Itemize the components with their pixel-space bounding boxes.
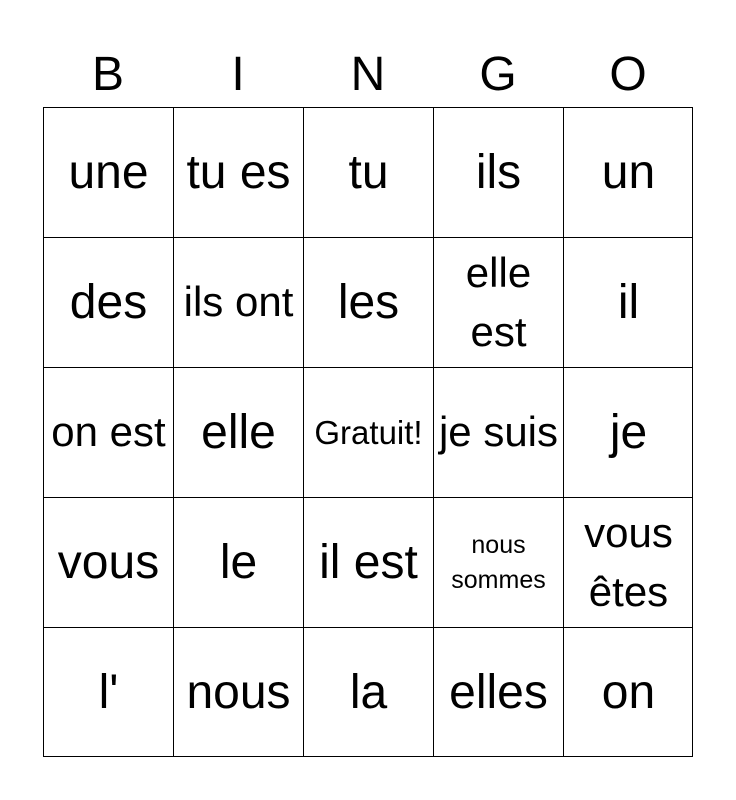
header-letter-i: I <box>231 48 245 101</box>
header-letter-n: N <box>350 48 386 101</box>
bingo-cell[interactable] <box>43 627 173 757</box>
cell-label: un <box>601 145 656 199</box>
cell-label: nous sommes <box>451 530 546 594</box>
cell-label: le <box>219 535 258 589</box>
cell-label: je suis <box>438 408 559 456</box>
bingo-cell[interactable] <box>173 107 303 237</box>
cell-label: il <box>617 275 640 329</box>
bingo-cell[interactable] <box>173 367 303 497</box>
bingo-cell[interactable] <box>303 237 433 367</box>
bingo-cell[interactable] <box>173 237 303 367</box>
bingo-cell[interactable] <box>433 497 563 627</box>
cell-label: ils ont <box>183 278 294 326</box>
cell-label: nous <box>186 665 291 719</box>
bingo-cell[interactable] <box>173 497 303 627</box>
free-space-label: Gratuit! <box>314 413 423 451</box>
cell-label: on est <box>51 408 166 456</box>
cell-label: elle <box>201 405 276 459</box>
bingo-cell[interactable] <box>563 497 693 627</box>
bingo-cell[interactable] <box>563 627 693 757</box>
bingo-cell[interactable] <box>43 367 173 497</box>
bingo-cell[interactable] <box>43 107 173 237</box>
cell-label: des <box>69 275 148 329</box>
cell-label: ils <box>475 145 522 199</box>
cell-label: il est <box>319 535 418 589</box>
cell-label: je <box>609 405 648 459</box>
cell-label: tu <box>348 145 389 199</box>
bingo-cell[interactable] <box>433 367 563 497</box>
bingo-cell[interactable] <box>563 237 693 367</box>
bingo-cell[interactable] <box>563 107 693 237</box>
bingo-cell[interactable] <box>43 237 173 367</box>
cell-label: elles <box>449 665 548 719</box>
cell-label: vous êtes <box>584 508 673 615</box>
cell-label: une <box>68 145 149 199</box>
bingo-cell[interactable] <box>433 627 563 757</box>
cell-label: les <box>337 275 400 329</box>
bingo-card <box>43 107 693 757</box>
bingo-cell[interactable] <box>563 367 693 497</box>
header-letter-b: B <box>91 48 124 101</box>
free-space-cell[interactable] <box>303 367 433 497</box>
bingo-cell[interactable] <box>433 237 563 367</box>
bingo-cell[interactable] <box>303 627 433 757</box>
bingo-cell[interactable] <box>43 497 173 627</box>
header-letter-g: G <box>479 48 517 101</box>
header-letter-o: O <box>609 48 647 101</box>
bingo-header <box>43 44 693 106</box>
bingo-cell[interactable] <box>433 107 563 237</box>
bingo-cell[interactable] <box>173 627 303 757</box>
cell-label: la <box>349 665 388 719</box>
cell-label: l' <box>98 665 119 719</box>
bingo-cell[interactable] <box>303 107 433 237</box>
cell-label: elle est <box>465 248 532 355</box>
cell-label: on <box>601 665 656 719</box>
cell-label: tu es <box>186 145 291 199</box>
bingo-cell[interactable] <box>303 497 433 627</box>
cell-label: vous <box>57 535 160 589</box>
